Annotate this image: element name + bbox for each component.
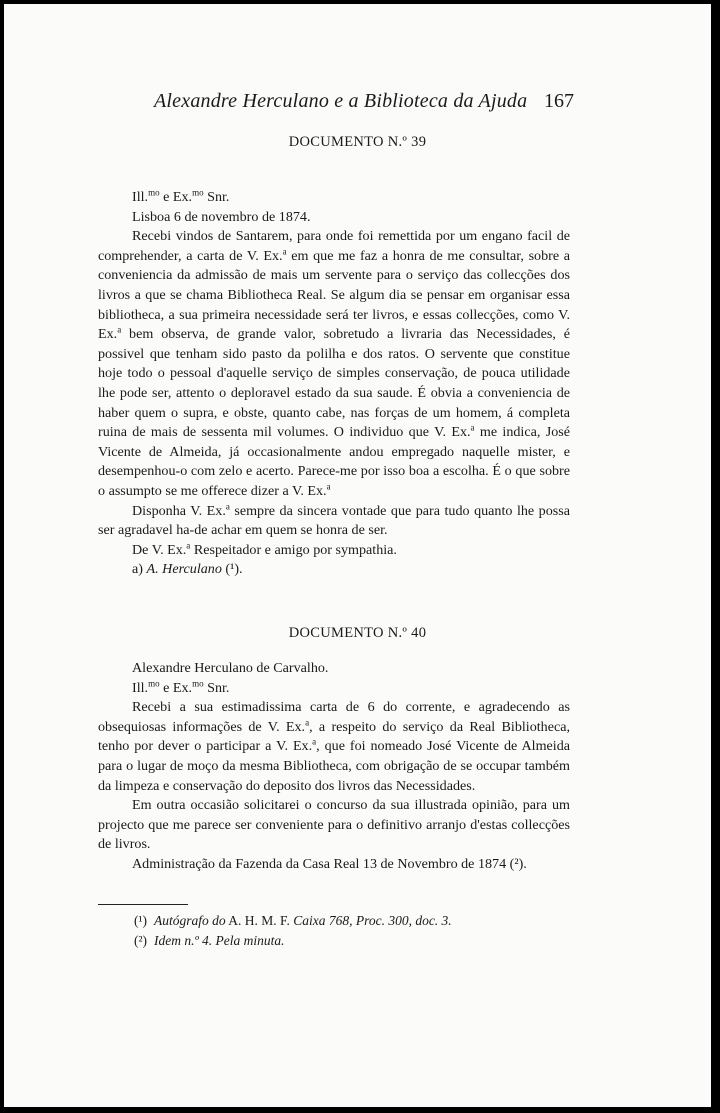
footnote-text: Idem n.º 4. Pela minuta. xyxy=(154,933,285,948)
footnote-text: A. H. M. F. xyxy=(225,913,294,928)
salutation-text: e Ex. xyxy=(159,679,193,696)
salutation-text: Ill. xyxy=(132,679,149,696)
paragraph xyxy=(98,227,570,501)
salutation-text: e Ex. xyxy=(159,189,193,205)
salutation-text: Snr. xyxy=(203,679,230,696)
running-head xyxy=(154,90,574,116)
document-40-heading: DOCUMENTO N.º 40 xyxy=(288,625,427,641)
footnote-ref: (¹). xyxy=(221,561,243,578)
closing: Administração da Fazenda da Casa Real 13 de Novembro de 1874 (²). xyxy=(132,855,527,872)
footnote xyxy=(134,931,554,951)
text: bem observa, de grande valor, sobretudo a livraria das Necessidades, é possivel que tenham sido pasto da polilha e dos ratos. O servente que constitue hoje todo o pessoal d'aquelle serviço de simples conservação, de pouca utilidade lhe pode ser, attento o deploravel estado da sua saude. É obvia a conveniencia de haber quem o supra, e obste, quanto cabe, nas forças de um homem, á completa ruina de mais de sessenta mil volumes. O individuo que V. Ex. xyxy=(98,326,570,441)
page xyxy=(4,4,711,1107)
sup: a xyxy=(312,736,317,747)
paragraph: Em outra occasião solicitarei o concurso da sua illustrada opinião, para um projecto que me parece ser conveniente para o definitivo arranjo d'estas collecções de livros. xyxy=(98,797,570,853)
footnotes xyxy=(134,911,554,951)
place-date: Lisboa 6 de novembro de 1874. xyxy=(132,208,311,225)
footnote-text: Caixa 768, Proc. 300, doc. 3. xyxy=(293,913,452,928)
document-39-heading: DOCUMENTO N.º 39 xyxy=(288,134,427,150)
sup: mo xyxy=(192,677,204,688)
salutation-text: Ill. xyxy=(132,189,149,205)
addressee: Alexandre Herculano de Carvalho. xyxy=(132,660,329,676)
text: em que me faz a honra de me consultar, sobre a conveniencia da admissão de mais um servente para o serviço das collecções dos livros a que se chama Bibliotheca Real. Se algum dia se pensar em organisar essa bibliotheca, a sua primeira necessidade será ter livros, e essas collecções, como V. Ex. xyxy=(98,247,571,343)
text: , que foi nomeado José Vicente de Almeida para o lugar de moço da mesma Bibliotheca, com obrigação de se occupar também da limpeza e conservação do deposito dos livros das Necessidades. xyxy=(98,738,571,794)
text: , a respeito do serviço da Real Bibliotheca, tenho por dever o participar a V. Ex. xyxy=(98,718,570,755)
text: Respeitador e amigo por sympathia. xyxy=(190,541,397,558)
footnote xyxy=(134,911,554,931)
sup: a xyxy=(117,324,122,335)
text: Recebi a sua estimadissima carta de 6 do corrente, e agradecendo as obsequiosas informações de V. Ex. xyxy=(98,699,570,735)
sup: a xyxy=(186,540,191,550)
sup: mo xyxy=(148,187,160,198)
paragraph xyxy=(98,698,570,796)
page-number: 167 xyxy=(544,90,574,112)
footnote-text: Autógrafo do xyxy=(154,913,226,928)
running-title: Alexandre Herculano e a Biblioteca da Ajuda xyxy=(154,90,528,112)
footnote-number: (¹) xyxy=(134,913,148,928)
footnote-number: (²) xyxy=(134,933,148,948)
sup: mo xyxy=(148,677,160,688)
sup: a xyxy=(326,481,331,492)
salutation xyxy=(98,188,570,208)
text: Disponha V. Ex. xyxy=(132,502,226,519)
sup: mo xyxy=(192,187,204,198)
closing xyxy=(98,541,570,561)
document-39-body xyxy=(98,188,570,580)
signature xyxy=(98,560,570,580)
text: a) xyxy=(132,561,147,578)
text: sempre da sincera vontade que para tudo quanto lhe possa ser agradavel ha-de achar em quem se honra de ser. xyxy=(98,502,570,539)
salutation xyxy=(98,679,570,699)
sup: a xyxy=(305,717,310,728)
text: Recebi vindos de Santarem, para onde foi remettida por um engano facil de comprehender, a carta de V. Ex. xyxy=(98,228,570,264)
sup: a xyxy=(470,422,475,433)
text: De V. Ex. xyxy=(132,541,187,558)
sup: a xyxy=(225,500,230,511)
text: me indica, José Vicente de Almeida, já occasionalmente andou empregado naquelle mister, e desempenhou-o com zelo e acerto. Parece-me por isso boa a escolha. É o que sobre o assumpto se me offerece dizer a V. Ex. xyxy=(98,424,570,499)
signature-name: A. Herculano xyxy=(146,561,222,578)
sup: a xyxy=(282,246,287,257)
document-40-body xyxy=(98,659,570,875)
salutation-text: Snr. xyxy=(203,189,230,205)
footnote-divider xyxy=(98,904,188,905)
paragraph xyxy=(98,502,570,541)
